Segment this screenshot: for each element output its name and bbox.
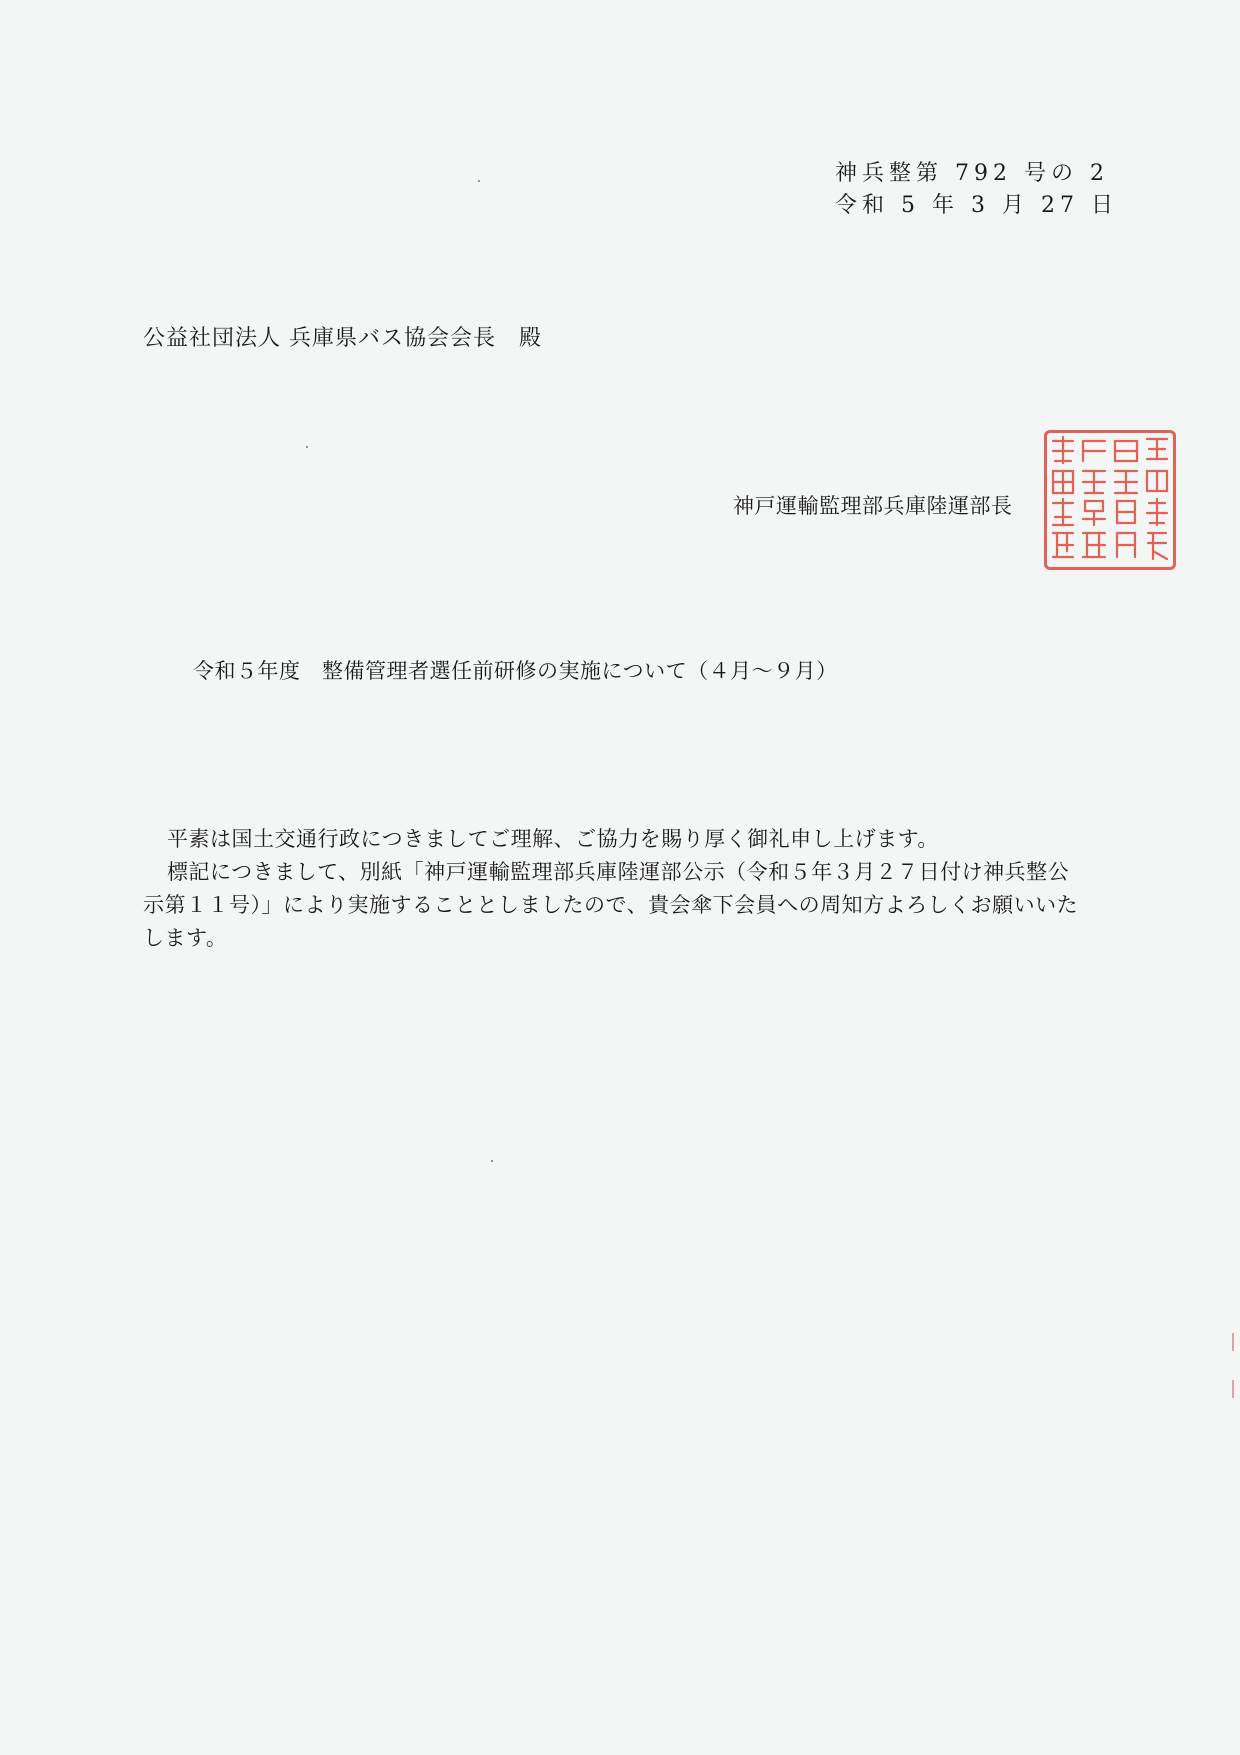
scan-edge-mark [1232,1333,1234,1351]
document-subject: 令和５年度 整備管理者選任前研修の実施について（４月～９月） [193,659,838,683]
document-number: 神兵整第 792 号の 2 [835,161,1109,186]
document-reference [835,158,1118,222]
body-paragraph-2: 標記につきまして、別紙「神戸運輸監理部兵庫陸運部公示（令和５年３月２７日付け神兵整公示第１１号）」により実施することとしましたので、貴会傘下会員への周知方よろしくお願いいたします。 [143,860,1079,950]
scan-speck [478,180,480,182]
official-seal-icon [1044,430,1176,570]
body-paragraph-1: 平素は国土交通行政につきましてご理解、ご協力を賜り厚く御礼申し上げます。 [167,827,939,851]
scan-edge-mark [1232,1380,1234,1398]
sender-line: 神戸運輸監理部兵庫陸運部長 [733,494,1013,518]
document-body [143,823,1083,955]
scan-speck [306,446,308,448]
scan-speck [491,1160,493,1162]
document-date: 令和 5 年 3 月 27 日 [835,193,1118,218]
recipient-line: 公益社団法人 兵庫県バス協会会長 殿 [143,326,542,351]
